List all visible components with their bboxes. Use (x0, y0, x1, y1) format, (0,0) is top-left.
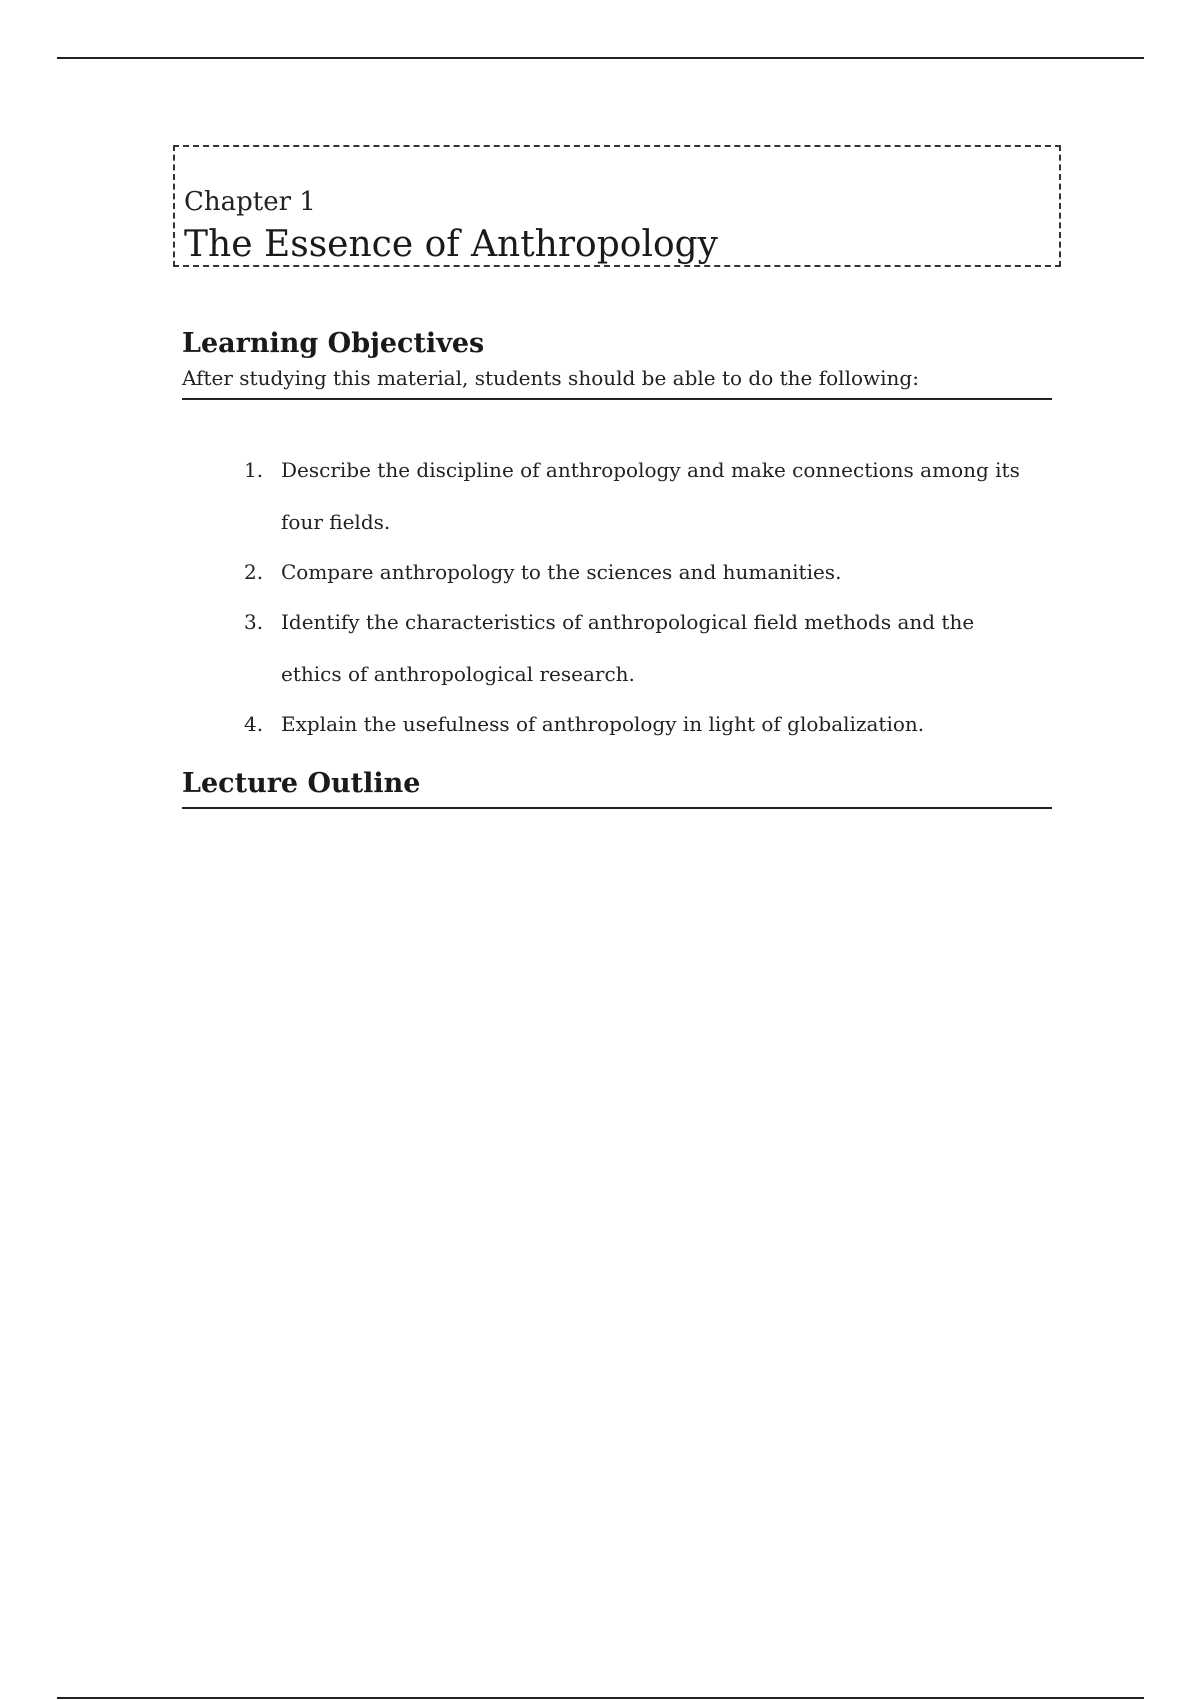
lecture-outline-heading: Lecture Outline (182, 768, 421, 799)
learning-objectives-intro: After studying this material, students should be able to do the following: (182, 366, 919, 390)
objective-text: Describe the discipline of anthropology and make connections among its four fields. (281, 458, 1020, 534)
objective-text: Compare anthropology to the sciences and humanities. (281, 560, 842, 584)
chapter-title-box (173, 145, 1061, 267)
objective-item-1 (244, 444, 1034, 548)
chapter-label: Chapter 1 (184, 187, 316, 217)
objective-item-4 (244, 698, 1034, 750)
objective-text: Explain the usefulness of anthropology in light of globalization. (281, 712, 925, 736)
objectives-list (244, 446, 1034, 750)
lecture-outline-rule (182, 807, 1052, 809)
objective-item-3 (244, 596, 1034, 700)
objective-item-2 (244, 546, 1034, 598)
page-bottom-rule (57, 1697, 1144, 1699)
page-top-rule (57, 57, 1144, 59)
objective-number: 2. (244, 560, 264, 584)
learning-objectives-rule (182, 398, 1052, 400)
objective-number: 1. (244, 458, 264, 482)
objective-number: 3. (244, 610, 264, 634)
chapter-title: The Essence of Anthropology (184, 224, 719, 265)
objective-number: 4. (244, 712, 264, 736)
learning-objectives-heading: Learning Objectives (182, 328, 485, 359)
objective-text: Identify the characteristics of anthropological field methods and the ethics of anthropological research. (281, 610, 975, 686)
